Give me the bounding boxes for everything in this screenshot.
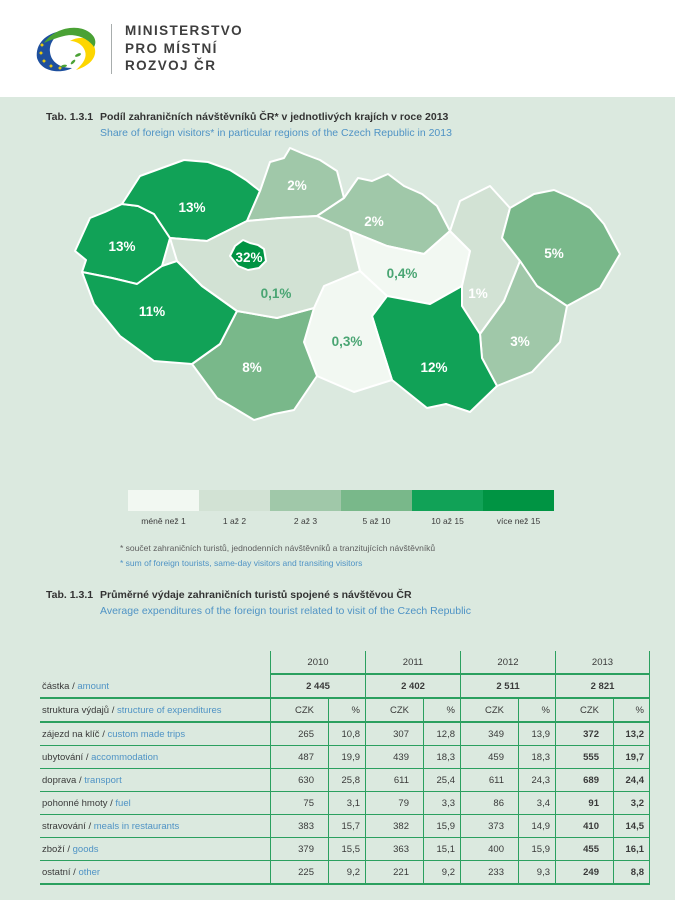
row-label-czech: pohonné hmoty / bbox=[42, 798, 116, 809]
map-title-czech: Podíl zahraničních návštěvníků ČR* v jednotlivých krajích v roce 2013 bbox=[100, 111, 449, 123]
amount-label-cell bbox=[40, 675, 270, 699]
region-value-label: 2% bbox=[287, 178, 307, 193]
value-czk-cell: 265 bbox=[270, 723, 328, 746]
legend-item bbox=[483, 490, 554, 526]
row-label-english: goods bbox=[72, 844, 99, 855]
region-value-label: 1% bbox=[468, 286, 488, 301]
value-percent-cell: 14,9 bbox=[518, 815, 555, 838]
value-czk-cell: 555 bbox=[555, 746, 613, 769]
unit-pct-cell: % bbox=[423, 699, 460, 723]
legend-item bbox=[128, 490, 199, 526]
footnote-english: * sum of foreign tourists, same-day visitors and transiting visitors bbox=[120, 558, 363, 568]
ministry-name bbox=[125, 22, 243, 75]
value-czk-cell: 455 bbox=[555, 838, 613, 861]
region-value-label: 12% bbox=[420, 360, 448, 375]
expenditure-label-cell bbox=[40, 861, 270, 885]
value-czk-cell: 379 bbox=[270, 838, 328, 861]
value-czk-cell: 439 bbox=[365, 746, 423, 769]
value-percent-cell: 3,4 bbox=[518, 792, 555, 815]
expenditure-label-cell bbox=[40, 723, 270, 746]
year-header-cell: 2012 bbox=[460, 651, 555, 675]
value-czk-cell: 487 bbox=[270, 746, 328, 769]
unit-czk-cell: CZK bbox=[270, 699, 328, 723]
unit-czk-cell: CZK bbox=[460, 699, 518, 723]
value-percent-cell: 3,1 bbox=[328, 792, 365, 815]
value-percent-cell: 15,9 bbox=[423, 815, 460, 838]
expenditure-label-cell bbox=[40, 746, 270, 769]
row-label-czech: částka / bbox=[42, 681, 78, 692]
year-header-cell: 2013 bbox=[555, 651, 650, 675]
expenditures-table bbox=[40, 651, 650, 885]
value-czk-cell: 221 bbox=[365, 861, 423, 885]
expenditure-label-cell bbox=[40, 838, 270, 861]
amount-value-cell: 2 821 bbox=[555, 675, 650, 699]
row-label-english: custom made trips bbox=[107, 729, 186, 740]
map-title-english: Share of foreign visitors* in particular regions of the Czech Republic in 2013 bbox=[100, 127, 452, 139]
legend-swatch bbox=[128, 490, 199, 511]
region-value-label: 2% bbox=[364, 214, 384, 229]
expenditure-label-cell bbox=[40, 769, 270, 792]
value-percent-cell: 8,8 bbox=[613, 861, 650, 885]
ministry-name-line3: ROZVOJ ČR bbox=[125, 58, 217, 74]
value-percent-cell: 15,1 bbox=[423, 838, 460, 861]
legend-label: 5 až 10 bbox=[362, 516, 391, 526]
unit-czk-cell: CZK bbox=[365, 699, 423, 723]
value-czk-cell: 225 bbox=[270, 861, 328, 885]
table-tab-label: Tab. 1.3.1 bbox=[46, 589, 94, 601]
map-tab-label: Tab. 1.3.1 bbox=[46, 111, 94, 123]
legend-swatch bbox=[341, 490, 412, 511]
map-footnotes bbox=[120, 541, 675, 571]
row-label-czech: ostatní / bbox=[42, 867, 79, 878]
map-legend bbox=[128, 490, 675, 526]
row-label-english: meals in restaurants bbox=[93, 821, 180, 832]
amount-value-cell: 2 511 bbox=[460, 675, 555, 699]
value-percent-cell: 9,3 bbox=[518, 861, 555, 885]
value-czk-cell: 249 bbox=[555, 861, 613, 885]
value-percent-cell: 18,3 bbox=[423, 746, 460, 769]
row-label-czech: stravování / bbox=[42, 821, 94, 832]
legend-swatch bbox=[412, 490, 483, 511]
region-value-label: 0,3% bbox=[331, 334, 363, 349]
row-label-czech: struktura výdajů / bbox=[42, 705, 117, 716]
value-percent-cell: 24,3 bbox=[518, 769, 555, 792]
value-percent-cell: 3,3 bbox=[423, 792, 460, 815]
value-czk-cell: 307 bbox=[365, 723, 423, 746]
row-label-english: structure of expenditures bbox=[116, 705, 222, 716]
legend-item bbox=[412, 490, 483, 526]
structure-label-cell bbox=[40, 699, 270, 723]
region-value-label: 0,1% bbox=[260, 286, 292, 301]
unit-pct-cell: % bbox=[613, 699, 650, 723]
year-header-cell: 2011 bbox=[365, 651, 460, 675]
table-row bbox=[40, 651, 650, 675]
legend-swatch bbox=[270, 490, 341, 511]
value-percent-cell: 16,1 bbox=[613, 838, 650, 861]
row-label-english: other bbox=[78, 867, 101, 878]
value-czk-cell: 75 bbox=[270, 792, 328, 815]
legend-swatch bbox=[483, 490, 554, 511]
row-label-czech: doprava / bbox=[42, 775, 85, 786]
table-row bbox=[40, 838, 650, 861]
value-czk-cell: 372 bbox=[555, 723, 613, 746]
value-percent-cell: 14,5 bbox=[613, 815, 650, 838]
table-section-title bbox=[46, 589, 675, 618]
value-czk-cell: 400 bbox=[460, 838, 518, 861]
value-percent-cell: 24,4 bbox=[613, 769, 650, 792]
table-row bbox=[40, 792, 650, 815]
year-header-cell: 2010 bbox=[270, 651, 365, 675]
legend-item bbox=[199, 490, 270, 526]
value-percent-cell: 13,2 bbox=[613, 723, 650, 746]
ministry-name-line1: MINISTERSTVO bbox=[125, 23, 244, 39]
amount-value-cell: 2 445 bbox=[270, 675, 365, 699]
legend-item bbox=[341, 490, 412, 526]
table-row bbox=[40, 699, 650, 723]
value-percent-cell: 9,2 bbox=[328, 861, 365, 885]
region-value-label: 5% bbox=[544, 246, 564, 261]
region-value-label: 8% bbox=[242, 360, 262, 375]
value-czk-cell: 611 bbox=[460, 769, 518, 792]
legend-label: méně než 1 bbox=[141, 516, 186, 526]
row-label-english: amount bbox=[77, 681, 110, 692]
table-row bbox=[40, 746, 650, 769]
value-czk-cell: 630 bbox=[270, 769, 328, 792]
ministry-name-line2: PRO MÍSTNÍ bbox=[125, 40, 218, 56]
table-row bbox=[40, 675, 650, 699]
region-value-label: 13% bbox=[108, 239, 136, 254]
legend-label: 1 až 2 bbox=[222, 516, 247, 526]
value-percent-cell: 15,5 bbox=[328, 838, 365, 861]
choropleth-map bbox=[42, 146, 633, 486]
row-label-czech: zájezd na klíč / bbox=[42, 729, 108, 740]
row-label-czech: ubytování / bbox=[42, 752, 92, 763]
value-czk-cell: 382 bbox=[365, 815, 423, 838]
content-panel bbox=[0, 97, 675, 900]
value-czk-cell: 79 bbox=[365, 792, 423, 815]
value-percent-cell: 10,8 bbox=[328, 723, 365, 746]
value-czk-cell: 233 bbox=[460, 861, 518, 885]
value-czk-cell: 689 bbox=[555, 769, 613, 792]
table-row bbox=[40, 769, 650, 792]
value-percent-cell: 15,9 bbox=[518, 838, 555, 861]
value-percent-cell: 9,2 bbox=[423, 861, 460, 885]
legend-label: 10 až 15 bbox=[431, 516, 464, 526]
value-czk-cell: 383 bbox=[270, 815, 328, 838]
value-percent-cell: 13,9 bbox=[518, 723, 555, 746]
row-label-english: transport bbox=[84, 775, 122, 786]
value-percent-cell: 25,4 bbox=[423, 769, 460, 792]
region-value-label: 11% bbox=[138, 304, 166, 319]
value-czk-cell: 611 bbox=[365, 769, 423, 792]
row-label-czech: zboží / bbox=[42, 844, 73, 855]
table-title-english: Average expenditures of the foreign tourist related to visit of the Czech Republic bbox=[100, 605, 472, 617]
amount-value-cell: 2 402 bbox=[365, 675, 460, 699]
value-czk-cell: 459 bbox=[460, 746, 518, 769]
legend-item bbox=[270, 490, 341, 526]
table-row bbox=[40, 861, 650, 885]
unit-czk-cell: CZK bbox=[555, 699, 613, 723]
legend-swatch bbox=[199, 490, 270, 511]
map-section-title bbox=[46, 111, 675, 140]
value-czk-cell: 373 bbox=[460, 815, 518, 838]
empty-corner-cell bbox=[40, 651, 270, 675]
legend-label: 2 až 3 bbox=[293, 516, 318, 526]
ministry-header bbox=[0, 0, 675, 97]
unit-pct-cell: % bbox=[518, 699, 555, 723]
value-czk-cell: 86 bbox=[460, 792, 518, 815]
value-percent-cell: 15,7 bbox=[328, 815, 365, 838]
unit-pct-cell: % bbox=[328, 699, 365, 723]
expenditure-label-cell bbox=[40, 792, 270, 815]
value-czk-cell: 410 bbox=[555, 815, 613, 838]
table-row bbox=[40, 815, 650, 838]
ministry-logo bbox=[30, 22, 100, 76]
value-percent-cell: 19,9 bbox=[328, 746, 365, 769]
value-czk-cell: 349 bbox=[460, 723, 518, 746]
value-percent-cell: 12,8 bbox=[423, 723, 460, 746]
value-czk-cell: 363 bbox=[365, 838, 423, 861]
region-value-label: 32% bbox=[235, 250, 263, 265]
logo-divider bbox=[111, 24, 112, 74]
expenditure-label-cell bbox=[40, 815, 270, 838]
region-value-label: 0,4% bbox=[386, 266, 418, 281]
table-row bbox=[40, 723, 650, 746]
logo-green-dashes bbox=[61, 52, 82, 67]
legend-label: více než 15 bbox=[496, 516, 541, 526]
table-title-czech: Průměrné výdaje zahraničních turistů spojené s návštěvou ČR bbox=[100, 589, 412, 601]
value-percent-cell: 3,2 bbox=[613, 792, 650, 815]
value-percent-cell: 25,8 bbox=[328, 769, 365, 792]
value-percent-cell: 19,7 bbox=[613, 746, 650, 769]
footnote-czech: * součet zahraničních turistů, jednodenních návštěvníků a tranzitujících návštěvníků bbox=[120, 543, 436, 553]
region-value-label: 3% bbox=[510, 334, 530, 349]
row-label-english: fuel bbox=[115, 798, 131, 809]
value-czk-cell: 91 bbox=[555, 792, 613, 815]
value-percent-cell: 18,3 bbox=[518, 746, 555, 769]
region-value-label: 13% bbox=[178, 200, 206, 215]
row-label-english: accommodation bbox=[91, 752, 159, 763]
